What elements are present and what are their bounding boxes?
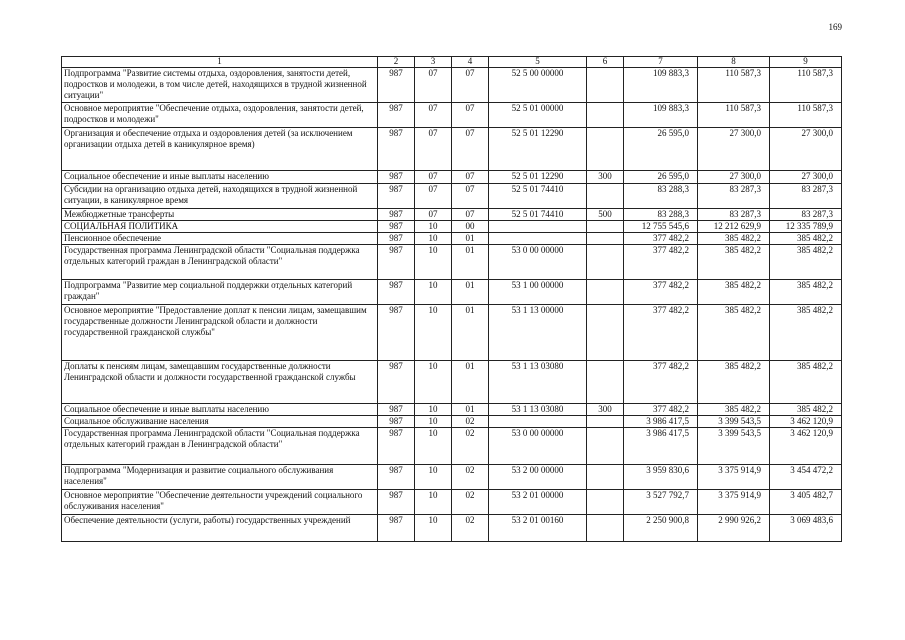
cell-code: 987: [378, 280, 415, 305]
cell-expense-type: [587, 221, 624, 233]
cell-subsection: 02: [452, 515, 489, 542]
cell-section: 10: [415, 428, 452, 465]
cell-code: 987: [378, 305, 415, 361]
page-number: 169: [828, 22, 842, 32]
table-row: [62, 184, 842, 209]
cell-expense-type: [587, 103, 624, 128]
cell-expense-type: 500: [587, 209, 624, 221]
cell-amount: 3 959 830,6: [624, 465, 698, 490]
row-label: Субсидии на организацию отдыха детей, находящихся в трудной жизненной ситуации, в каникулярное время: [62, 184, 378, 209]
cell-code: 987: [378, 184, 415, 209]
cell-amount: 83 288,3: [624, 209, 698, 221]
cell-amount: 110 587,3: [770, 68, 842, 103]
table-row: [62, 245, 842, 280]
cell-section: 10: [415, 305, 452, 361]
cell-amount: 3 462 120,9: [770, 416, 842, 428]
cell-expense-type: [587, 305, 624, 361]
cell-subsection: 02: [452, 465, 489, 490]
cell-section: 07: [415, 68, 452, 103]
cell-code: 987: [378, 361, 415, 404]
table-row: [62, 233, 842, 245]
cell-section: 10: [415, 280, 452, 305]
cell-subsection: 01: [452, 305, 489, 361]
column-header: 6: [587, 57, 624, 68]
cell-target-article: 52 5 01 00000: [489, 103, 587, 128]
row-label: Основное мероприятие "Обеспечение деятельности учреждений социального обслуживания населения": [62, 490, 378, 515]
cell-subsection: 07: [452, 171, 489, 184]
cell-expense-type: [587, 184, 624, 209]
cell-expense-type: 300: [587, 404, 624, 416]
cell-target-article: 52 5 01 12290: [489, 128, 587, 171]
row-label: Социальное обслуживание населения: [62, 416, 378, 428]
cell-expense-type: [587, 490, 624, 515]
cell-amount: 2 250 900,8: [624, 515, 698, 542]
cell-subsection: 01: [452, 404, 489, 416]
cell-subsection: 01: [452, 245, 489, 280]
cell-code: 987: [378, 68, 415, 103]
cell-amount: 26 595,0: [624, 128, 698, 171]
cell-amount: 3 069 483,6: [770, 515, 842, 542]
cell-code: 987: [378, 221, 415, 233]
cell-target-article: [489, 221, 587, 233]
row-label: Пенсионное обеспечение: [62, 233, 378, 245]
cell-amount: 109 883,3: [624, 68, 698, 103]
cell-amount: 3 399 543,5: [698, 416, 770, 428]
cell-expense-type: [587, 233, 624, 245]
cell-expense-type: [587, 245, 624, 280]
table-row: [62, 103, 842, 128]
table-row: [62, 280, 842, 305]
cell-target-article: 53 2 01 00160: [489, 515, 587, 542]
cell-section: 10: [415, 490, 452, 515]
cell-section: 07: [415, 184, 452, 209]
row-label: Социальное обеспечение и иные выплаты населению: [62, 404, 378, 416]
cell-code: 987: [378, 171, 415, 184]
row-label: СОЦИАЛЬНАЯ ПОЛИТИКА: [62, 221, 378, 233]
cell-section: 10: [415, 515, 452, 542]
cell-amount: 12 335 789,9: [770, 221, 842, 233]
cell-amount: 3 399 543,5: [698, 428, 770, 465]
table-row: [62, 428, 842, 465]
column-header: 4: [452, 57, 489, 68]
cell-code: 987: [378, 103, 415, 128]
cell-amount: 2 990 926,2: [698, 515, 770, 542]
cell-amount: 3 405 482,7: [770, 490, 842, 515]
cell-expense-type: [587, 465, 624, 490]
cell-subsection: 02: [452, 490, 489, 515]
cell-target-article: 53 2 00 00000: [489, 465, 587, 490]
cell-amount: 377 482,2: [624, 233, 698, 245]
cell-expense-type: [587, 128, 624, 171]
row-label: Основное мероприятие "Предоставление доплат к пенсии лицам, замещавшим государственные должности Ленинградской области и должности государственной гражданской службы": [62, 305, 378, 361]
cell-amount: 27 300,0: [698, 171, 770, 184]
cell-amount: 385 482,2: [698, 245, 770, 280]
column-header: 3: [415, 57, 452, 68]
table-row: [62, 515, 842, 542]
cell-code: 987: [378, 428, 415, 465]
row-label: Обеспечение деятельности (услуги, работы) государственных учреждений: [62, 515, 378, 542]
cell-code: 987: [378, 209, 415, 221]
table-row: [62, 490, 842, 515]
column-header: 2: [378, 57, 415, 68]
table-row: [62, 209, 842, 221]
cell-amount: 385 482,2: [698, 361, 770, 404]
table-row: [62, 128, 842, 171]
cell-amount: 27 300,0: [770, 128, 842, 171]
cell-target-article: 53 1 13 03080: [489, 361, 587, 404]
cell-amount: 3 454 472,2: [770, 465, 842, 490]
column-header: 5: [489, 57, 587, 68]
cell-expense-type: [587, 280, 624, 305]
cell-code: 987: [378, 465, 415, 490]
cell-expense-type: [587, 68, 624, 103]
cell-code: 987: [378, 233, 415, 245]
row-label: Подпрограмма "Развитие мер социальной поддержки отдельных категорий граждан": [62, 280, 378, 305]
cell-amount: 3 986 417,5: [624, 416, 698, 428]
cell-amount: 377 482,2: [624, 305, 698, 361]
row-label: Межбюджетные трансферты: [62, 209, 378, 221]
cell-expense-type: 300: [587, 171, 624, 184]
cell-target-article: 53 1 13 00000: [489, 305, 587, 361]
cell-amount: 83 288,3: [624, 184, 698, 209]
cell-section: 10: [415, 245, 452, 280]
table-row: [62, 361, 842, 404]
cell-amount: 12 755 545,6: [624, 221, 698, 233]
cell-amount: 83 287,3: [698, 209, 770, 221]
cell-amount: 12 212 629,9: [698, 221, 770, 233]
cell-amount: 385 482,2: [698, 404, 770, 416]
cell-section: 07: [415, 209, 452, 221]
cell-target-article: 53 1 00 00000: [489, 280, 587, 305]
cell-amount: 385 482,2: [770, 361, 842, 404]
row-label: Доплаты к пенсиям лицам, замещавшим государственные должности Ленинградской области и должности государственной гражданской службы: [62, 361, 378, 404]
cell-expense-type: [587, 428, 624, 465]
cell-amount: 385 482,2: [770, 404, 842, 416]
cell-amount: 83 287,3: [698, 184, 770, 209]
cell-expense-type: [587, 361, 624, 404]
cell-code: 987: [378, 490, 415, 515]
cell-amount: 27 300,0: [698, 128, 770, 171]
cell-section: 07: [415, 128, 452, 171]
cell-amount: 385 482,2: [698, 280, 770, 305]
cell-amount: 385 482,2: [698, 305, 770, 361]
row-label: Подпрограмма "Модернизация и развитие социального обслуживания населения": [62, 465, 378, 490]
cell-section: 10: [415, 221, 452, 233]
cell-section: 10: [415, 361, 452, 404]
cell-amount: 110 587,3: [698, 103, 770, 128]
cell-target-article: 53 2 01 00000: [489, 490, 587, 515]
cell-target-article: [489, 416, 587, 428]
cell-section: 10: [415, 404, 452, 416]
cell-subsection: 07: [452, 209, 489, 221]
cell-target-article: 53 0 00 00000: [489, 245, 587, 280]
row-label: Государственная программа Ленинградской области "Социальная поддержка отдельных категорий граждан в Ленинградской области": [62, 245, 378, 280]
column-header: 9: [770, 57, 842, 68]
cell-amount: 377 482,2: [624, 280, 698, 305]
cell-target-article: 52 5 01 74410: [489, 184, 587, 209]
cell-amount: 110 587,3: [770, 103, 842, 128]
cell-subsection: 01: [452, 233, 489, 245]
table-row: [62, 171, 842, 184]
budget-table: [61, 56, 842, 542]
cell-target-article: 52 5 01 74410: [489, 209, 587, 221]
cell-expense-type: [587, 416, 624, 428]
cell-amount: 377 482,2: [624, 404, 698, 416]
cell-target-article: 53 0 00 00000: [489, 428, 587, 465]
row-label: Организация и обеспечение отдыха и оздоровления детей (за исключением организации отдыха детей в каникулярное время): [62, 128, 378, 171]
table-row: [62, 68, 842, 103]
table-row: [62, 221, 842, 233]
cell-amount: 377 482,2: [624, 245, 698, 280]
cell-amount: 26 595,0: [624, 171, 698, 184]
cell-subsection: 01: [452, 280, 489, 305]
cell-code: 987: [378, 245, 415, 280]
table-row: [62, 465, 842, 490]
cell-amount: 385 482,2: [770, 280, 842, 305]
cell-subsection: 07: [452, 68, 489, 103]
cell-code: 987: [378, 404, 415, 416]
cell-code: 987: [378, 416, 415, 428]
cell-subsection: 07: [452, 128, 489, 171]
cell-subsection: 02: [452, 428, 489, 465]
cell-amount: 27 300,0: [770, 171, 842, 184]
table-row: [62, 416, 842, 428]
cell-amount: 3 527 792,7: [624, 490, 698, 515]
cell-amount: 3 462 120,9: [770, 428, 842, 465]
table-row: [62, 404, 842, 416]
cell-amount: 83 287,3: [770, 209, 842, 221]
header-row: [62, 57, 842, 68]
cell-amount: 110 587,3: [698, 68, 770, 103]
row-label: Подпрограмма "Развитие системы отдыха, оздоровления, занятости детей, подростков и молодежи, в том числе детей, находящихся в трудной жизненной ситуации": [62, 68, 378, 103]
cell-subsection: 00: [452, 221, 489, 233]
cell-code: 987: [378, 515, 415, 542]
cell-target-article: [489, 233, 587, 245]
cell-section: 07: [415, 171, 452, 184]
cell-amount: 385 482,2: [770, 245, 842, 280]
column-header: 7: [624, 57, 698, 68]
column-header: 1: [62, 57, 378, 68]
cell-amount: 3 986 417,5: [624, 428, 698, 465]
cell-expense-type: [587, 515, 624, 542]
cell-amount: 377 482,2: [624, 361, 698, 404]
cell-section: 10: [415, 233, 452, 245]
cell-subsection: 02: [452, 416, 489, 428]
cell-code: 987: [378, 128, 415, 171]
row-label: Государственная программа Ленинградской области "Социальная поддержка отдельных категорий граждан в Ленинградской области": [62, 428, 378, 465]
row-label: Основное мероприятие "Обеспечение отдыха, оздоровления, занятости детей, подростков и молодежи": [62, 103, 378, 128]
cell-section: 10: [415, 416, 452, 428]
cell-amount: 3 375 914,9: [698, 490, 770, 515]
cell-subsection: 07: [452, 184, 489, 209]
cell-amount: 83 287,3: [770, 184, 842, 209]
cell-amount: 385 482,2: [698, 233, 770, 245]
cell-target-article: 52 5 00 00000: [489, 68, 587, 103]
cell-subsection: 01: [452, 361, 489, 404]
column-header: 8: [698, 57, 770, 68]
cell-amount: 385 482,2: [770, 305, 842, 361]
cell-target-article: 52 5 01 12290: [489, 171, 587, 184]
cell-amount: 109 883,3: [624, 103, 698, 128]
cell-section: 07: [415, 103, 452, 128]
cell-subsection: 07: [452, 103, 489, 128]
table-row: [62, 305, 842, 361]
cell-section: 10: [415, 465, 452, 490]
cell-amount: 385 482,2: [770, 233, 842, 245]
cell-amount: 3 375 914,9: [698, 465, 770, 490]
row-label: Социальное обеспечение и иные выплаты населению: [62, 171, 378, 184]
cell-target-article: 53 1 13 03080: [489, 404, 587, 416]
